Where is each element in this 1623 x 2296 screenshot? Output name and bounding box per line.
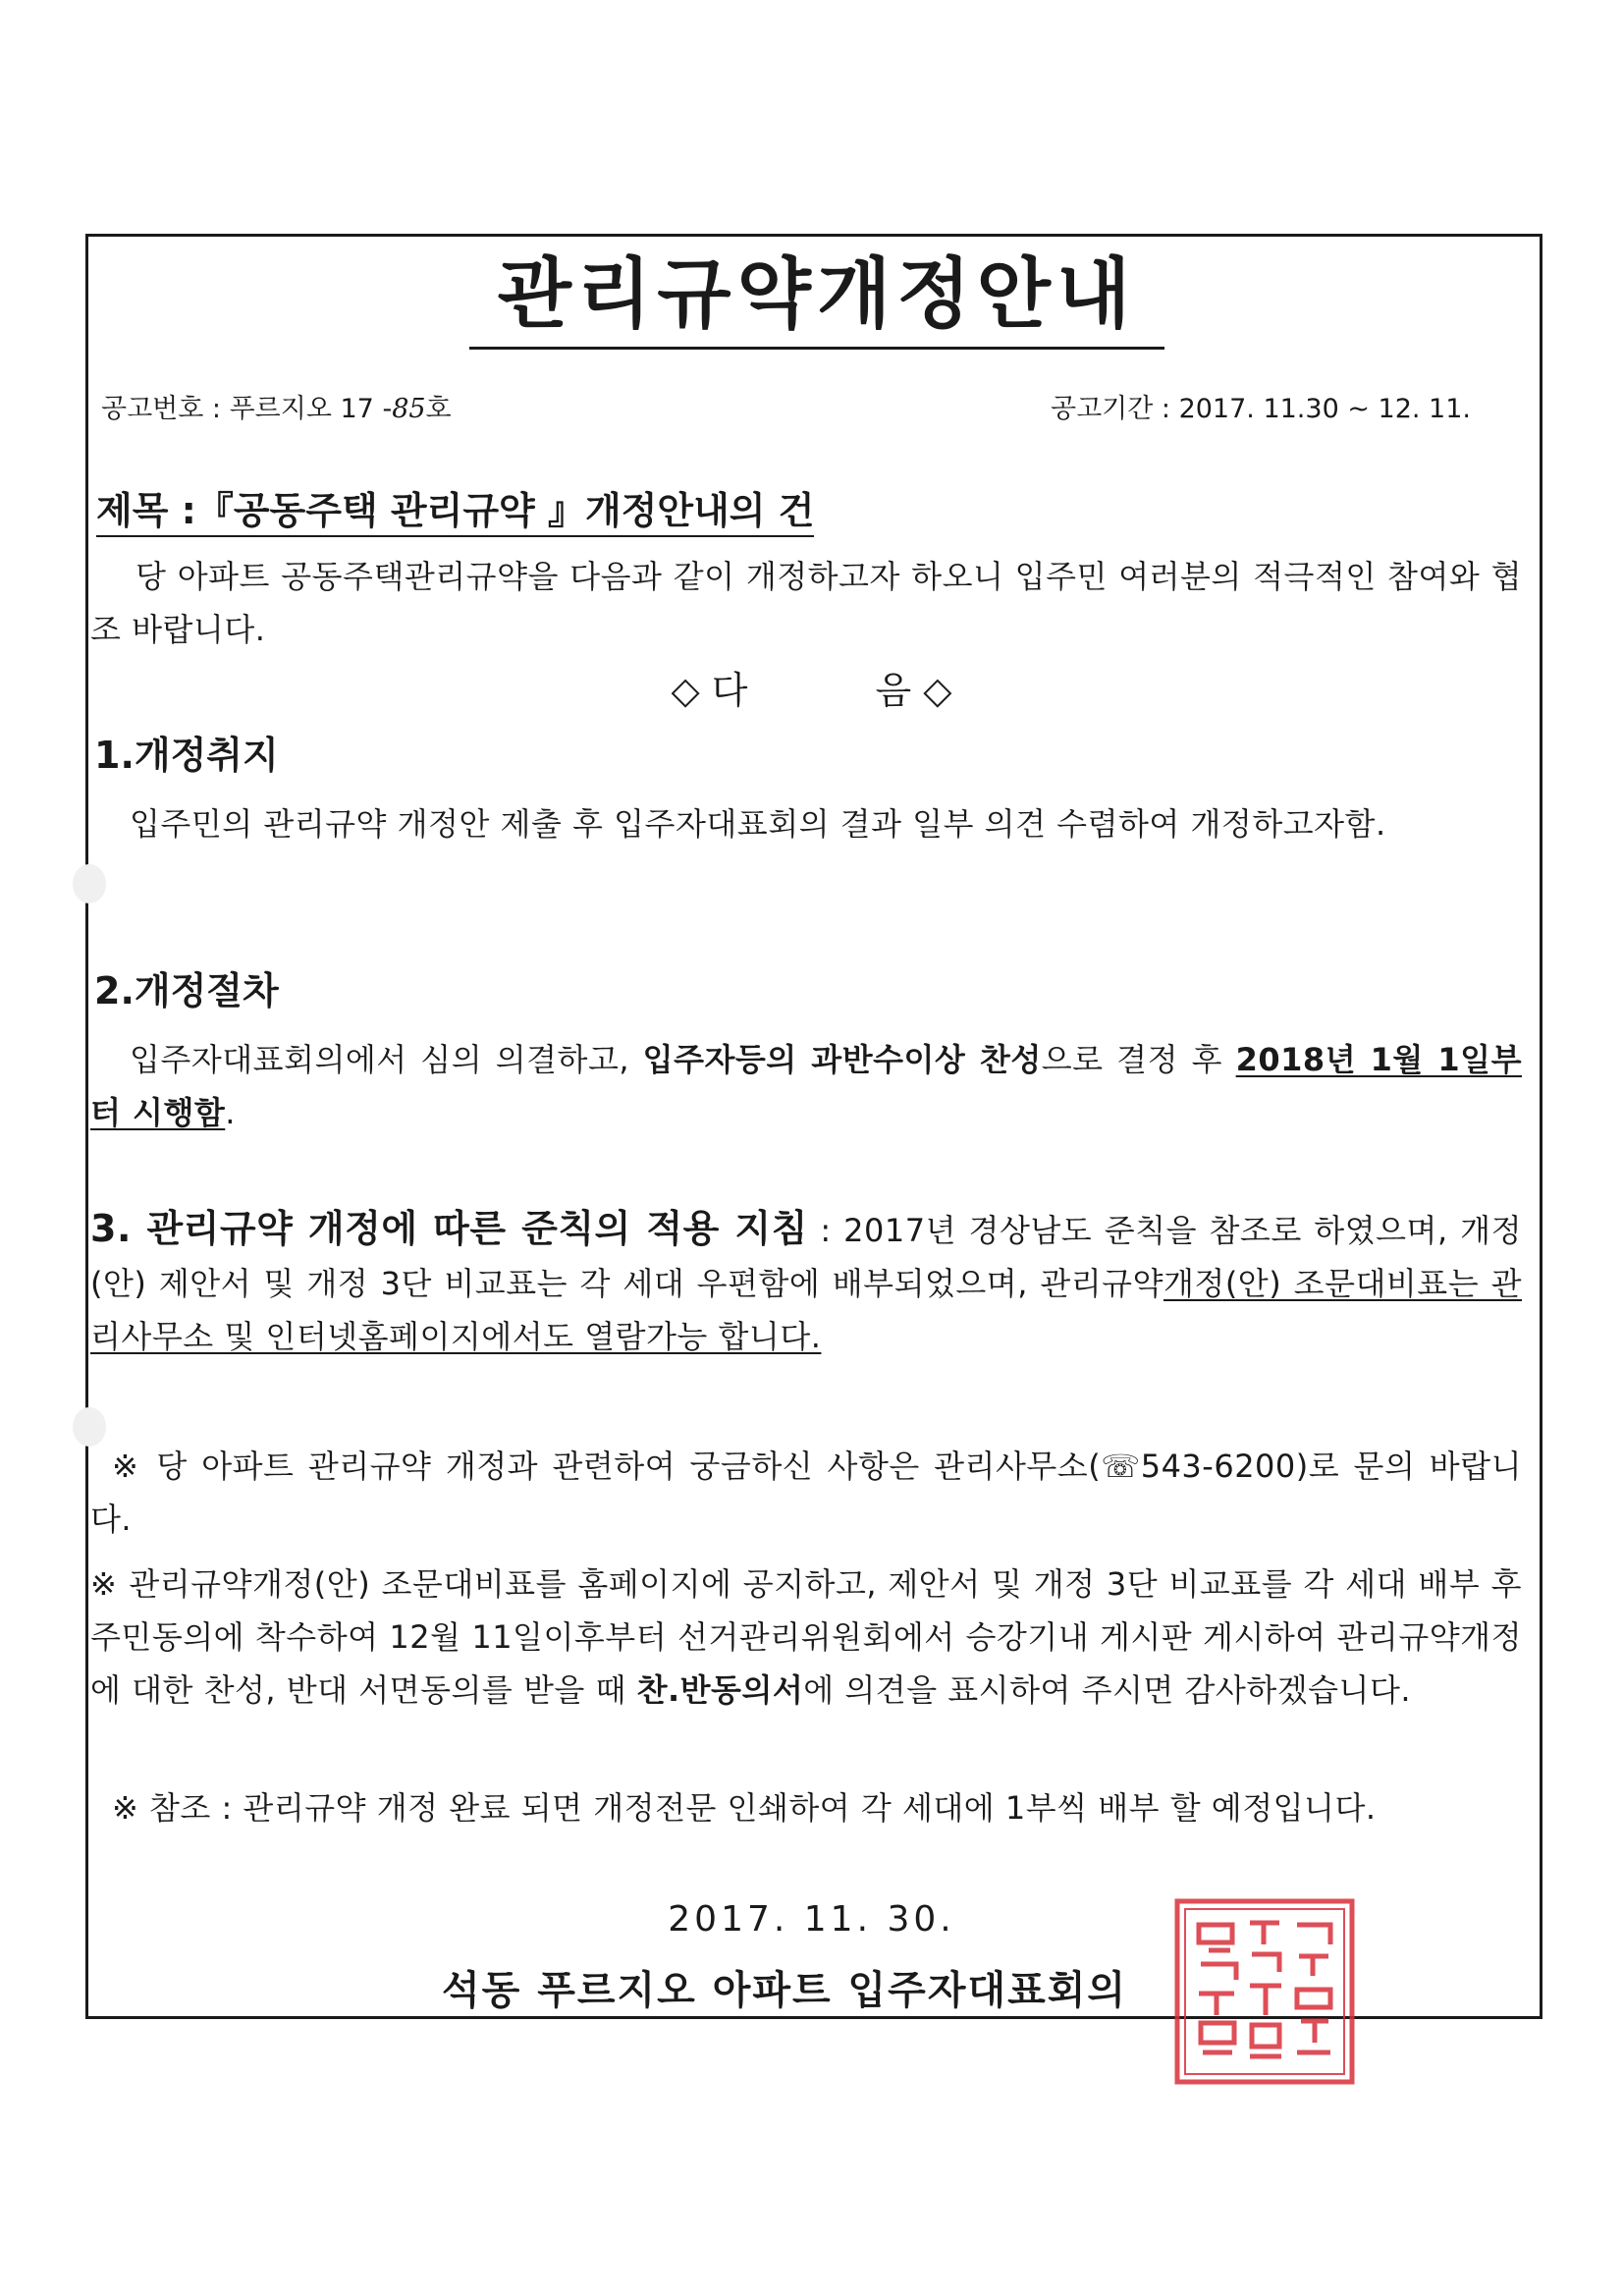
da-eum-heading bbox=[0, 668, 1623, 713]
section2-majority-text: 입주자등의 과반수이상 찬성 bbox=[642, 1041, 1042, 1078]
notice-number-suffix: 호 bbox=[425, 394, 452, 424]
note-procedure-after: 에 의견을 표시하여 주시면 감사하겠습니다. bbox=[803, 1671, 1412, 1709]
note-reference: ※ 참조 : 관리규약 개정 완료 되면 개정전문 인쇄하여 각 세대에 1부씩 배부 할 예정입니다. bbox=[112, 1789, 1377, 1827]
subject-line: 제목 :『공동주택 관리규약 』개정안내의 건 bbox=[96, 488, 814, 537]
da-eum-right: 음 ◇ bbox=[875, 669, 952, 712]
notice-number-handwritten: 85 bbox=[392, 394, 426, 424]
intro-paragraph: 당 아파트 공동주택관리규약을 다음과 같이 개정하고자 하오니 입주민 여러분의 적극적인 참여와 협조 바랍니다. bbox=[90, 558, 1522, 648]
section2-body-mid: 으로 결정 후 bbox=[1041, 1041, 1236, 1078]
section3-underlined: 개정(안) 조문대비표는 관리사무소 및 인터넷홈페이지에서도 열람가능 합니다. bbox=[90, 1265, 1522, 1355]
note-procedure bbox=[90, 1558, 1522, 1717]
notice-number-label: 공고번호 : 푸르지오 17 - bbox=[101, 394, 393, 424]
section2-heading: 2.개정절차 bbox=[94, 969, 279, 1012]
note-procedure-bold: 찬.반동의서 bbox=[636, 1671, 804, 1709]
note-inquiry: ※ 당 아파트 관리규약 개정과 관련하여 궁금하신 사항은 관리사무소(☏543-6200)로 문의 바랍니다. bbox=[90, 1448, 1522, 1538]
section1-heading: 1.개정취지 bbox=[94, 734, 279, 777]
notice-period: 공고기간 : 2017. 11.30 ~ 12. 11. bbox=[1050, 394, 1471, 424]
section3-heading: 3. 관리규약 개정에 따른 준칙의 적용 지침 bbox=[90, 1207, 808, 1250]
section2-body-before: 입주자대표회의에서 심의 의결하고, bbox=[130, 1041, 643, 1078]
punch-hole-top bbox=[73, 864, 106, 903]
document-title: 관리규약개정안내 bbox=[469, 250, 1164, 350]
section3-paragraph bbox=[90, 1202, 1522, 1363]
section2-body bbox=[90, 1033, 1522, 1139]
issue-date: 2017. 11. 30. bbox=[668, 1899, 955, 1940]
organization-name: 석동 푸르지오 아파트 입주자대표회의 bbox=[442, 1968, 1128, 2013]
notice-number bbox=[101, 387, 452, 425]
section3-body: : 2017년 경상남도 준칙을 참조로 하였으며, 개정(안) 제안서 및 개정 3단 비교표는 각 세대 우편함에 배부되었으며, 관리규약 bbox=[90, 1212, 1522, 1302]
note-procedure-before: ※ 관리규약개정(안) 조문대비표를 홈페이지에 공지하고, 제안서 및 개정 3단 비교표를 각 세대 배부 후 주민동의에 착수하여 12월 11일이후부터 선거관리위원회에서 승강기내 게시판 게시하여 관리규약개정에 대한 찬성, 반대 서면동의를 받을 때 bbox=[90, 1565, 1522, 1709]
section2-body-after: . bbox=[225, 1094, 236, 1131]
official-seal-stamp bbox=[1171, 1895, 1358, 2088]
section1-body: 입주민의 관리규약 개정안 제출 후 입주자대표회의 결과 일부 의견 수렴하여 개정하고자함. bbox=[130, 805, 1386, 843]
da-eum-left: ◇ 다 bbox=[671, 669, 748, 712]
section2-effective-date: 2018년 1월 1일부터 시행함 bbox=[90, 1041, 1523, 1131]
